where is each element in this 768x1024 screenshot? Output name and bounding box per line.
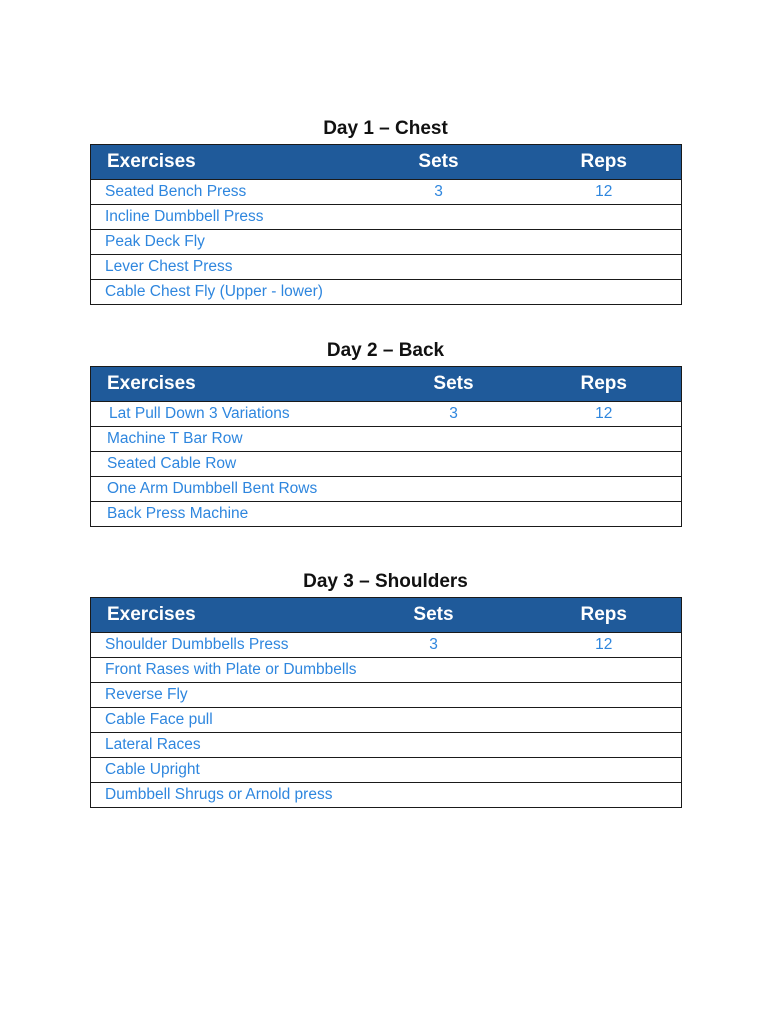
sets-cell bbox=[341, 783, 527, 808]
exercise-cell: Cable Chest Fly (Upper - lower) bbox=[91, 280, 351, 305]
table-row bbox=[91, 280, 682, 305]
exercise-cell: Seated Cable Row bbox=[91, 452, 381, 477]
header-reps: Reps bbox=[527, 367, 682, 402]
table-row bbox=[91, 758, 682, 783]
exercise-cell: Lever Chest Press bbox=[91, 255, 351, 280]
table-header-row bbox=[91, 598, 682, 633]
reps-cell bbox=[527, 658, 682, 683]
day-1-section bbox=[90, 114, 681, 305]
sets-cell bbox=[351, 280, 527, 305]
reps-cell bbox=[527, 280, 682, 305]
sets-cell bbox=[381, 502, 527, 527]
header-sets: Sets bbox=[381, 367, 527, 402]
reps-cell bbox=[527, 255, 682, 280]
sets-cell bbox=[351, 230, 527, 255]
exercise-cell: Reverse Fly bbox=[91, 683, 341, 708]
header-reps: Reps bbox=[527, 598, 682, 633]
reps-cell bbox=[527, 477, 682, 502]
reps-cell: 12 bbox=[527, 402, 682, 427]
sets-cell bbox=[341, 708, 527, 733]
exercise-cell: Shoulder Dumbbells Press bbox=[91, 633, 341, 658]
exercise-cell: Back Press Machine bbox=[91, 502, 381, 527]
day-2-section bbox=[90, 336, 681, 527]
reps-cell bbox=[527, 733, 682, 758]
sets-cell bbox=[351, 205, 527, 230]
table-row bbox=[91, 633, 682, 658]
table-row bbox=[91, 205, 682, 230]
reps-cell bbox=[527, 205, 682, 230]
header-reps: Reps bbox=[527, 145, 682, 180]
reps-cell bbox=[527, 230, 682, 255]
sets-cell bbox=[341, 733, 527, 758]
exercise-cell: Lat Pull Down 3 Variations bbox=[91, 402, 381, 427]
header-exercises: Exercises bbox=[91, 367, 381, 402]
sets-cell bbox=[341, 758, 527, 783]
exercise-cell: Lateral Races bbox=[91, 733, 341, 758]
table-row bbox=[91, 477, 682, 502]
table-header-row bbox=[91, 145, 682, 180]
day-3-section bbox=[90, 567, 681, 808]
table-row bbox=[91, 708, 682, 733]
sets-cell: 3 bbox=[341, 633, 527, 658]
sets-cell bbox=[351, 255, 527, 280]
table-row bbox=[91, 402, 682, 427]
reps-cell bbox=[527, 708, 682, 733]
day-title: Day 2 – Back bbox=[326, 340, 445, 361]
header-sets: Sets bbox=[341, 598, 527, 633]
exercise-cell: Cable Upright bbox=[91, 758, 341, 783]
header-exercises: Exercises bbox=[91, 145, 351, 180]
table-row bbox=[91, 230, 682, 255]
day-title: Day 1 – Chest bbox=[323, 118, 448, 139]
reps-cell: 12 bbox=[527, 180, 682, 205]
exercise-cell: Front Rases with Plate or Dumbbells bbox=[91, 658, 341, 683]
reps-cell bbox=[527, 452, 682, 477]
exercise-cell: Machine T Bar Row bbox=[91, 427, 381, 452]
table-row bbox=[91, 452, 682, 477]
table-row bbox=[91, 733, 682, 758]
table-row bbox=[91, 180, 682, 205]
reps-cell bbox=[527, 683, 682, 708]
day-title: Day 3 – Shoulders bbox=[303, 571, 468, 592]
sets-cell bbox=[381, 477, 527, 502]
table-row bbox=[91, 683, 682, 708]
exercise-cell: Cable Face pull bbox=[91, 708, 341, 733]
table-row bbox=[91, 783, 682, 808]
exercise-cell: Peak Deck Fly bbox=[91, 230, 351, 255]
exercise-cell: Seated Bench Press bbox=[91, 180, 351, 205]
table-header-row bbox=[91, 367, 682, 402]
reps-cell bbox=[527, 783, 682, 808]
sets-cell bbox=[341, 683, 527, 708]
exercise-table bbox=[90, 597, 682, 808]
exercise-table bbox=[90, 366, 682, 527]
exercise-cell: Incline Dumbbell Press bbox=[91, 205, 351, 230]
table-row bbox=[91, 658, 682, 683]
exercise-cell: Dumbbell Shrugs or Arnold press bbox=[91, 783, 341, 808]
reps-cell bbox=[527, 502, 682, 527]
table-row bbox=[91, 502, 682, 527]
sets-cell bbox=[381, 452, 527, 477]
reps-cell bbox=[527, 427, 682, 452]
sets-cell bbox=[381, 427, 527, 452]
reps-cell bbox=[527, 758, 682, 783]
reps-cell: 12 bbox=[527, 633, 682, 658]
table-row bbox=[91, 427, 682, 452]
header-exercises: Exercises bbox=[91, 598, 341, 633]
sets-cell: 3 bbox=[381, 402, 527, 427]
header-sets: Sets bbox=[351, 145, 527, 180]
exercise-cell: One Arm Dumbbell Bent Rows bbox=[91, 477, 381, 502]
exercise-table bbox=[90, 144, 682, 305]
sets-cell bbox=[341, 658, 527, 683]
sets-cell: 3 bbox=[351, 180, 527, 205]
table-row bbox=[91, 255, 682, 280]
